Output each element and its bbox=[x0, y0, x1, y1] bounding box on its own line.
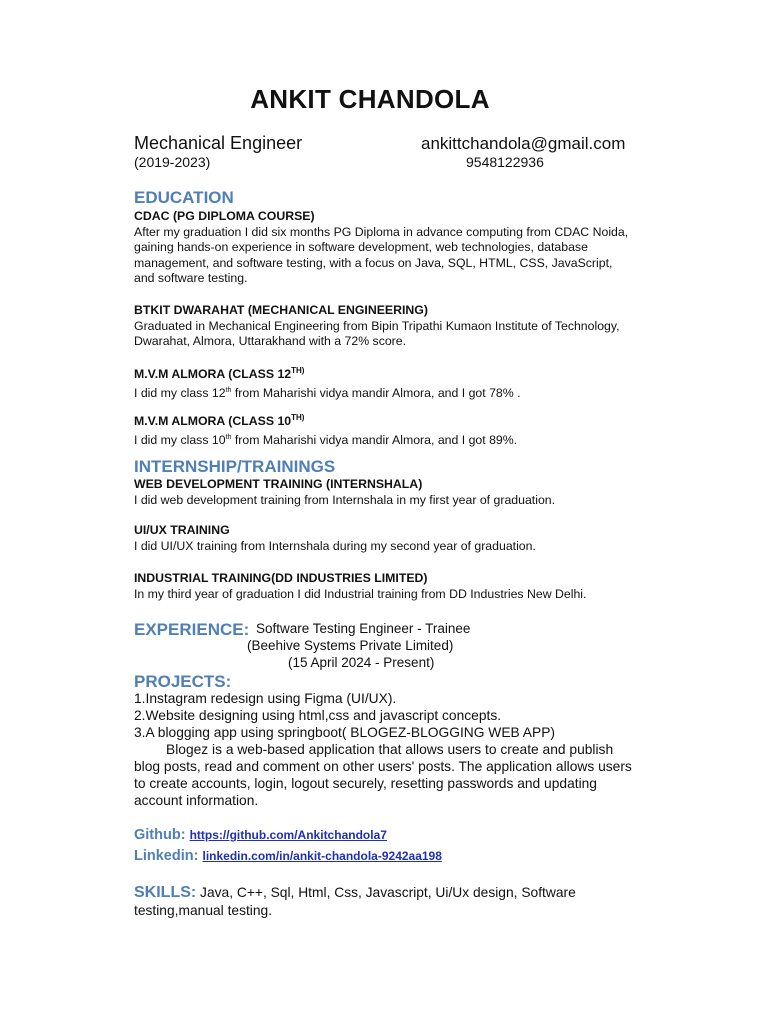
skills-section bbox=[134, 884, 604, 920]
internships-heading: INTERNSHIP/TRAININGS bbox=[134, 457, 336, 476]
project-item: 1.Instagram redesign using Figma (UI/UX). bbox=[134, 691, 397, 706]
education-entry-class12 bbox=[134, 363, 634, 401]
education-title: M.V.M ALMORA (CLASS $10^{TH)}$ bbox=[134, 413, 305, 429]
phone-number: 9548122936 bbox=[466, 154, 544, 170]
projects-heading: PROJECTS: bbox=[134, 672, 232, 691]
experience-heading: EXPERIENCE: bbox=[134, 620, 250, 639]
email-address: ankittchandola@gmail.com bbox=[421, 134, 626, 153]
experience-company: (Beehive Systems Private Limited) bbox=[247, 638, 454, 653]
internship-entry-industrial bbox=[134, 571, 634, 602]
project-description: Blogez is a web-based application that allows users to create and publish blog posts, read and comment on other users' posts. The application allows users to create accounts, login, logout securely, resetting passwords and updating account information. bbox=[134, 742, 632, 808]
linkedin-label: Linkedin: bbox=[134, 848, 199, 864]
education-entry-btkit bbox=[134, 303, 634, 350]
experience-position: Software Testing Engineer - Trainee bbox=[256, 621, 471, 636]
skills-label: SKILLS: bbox=[134, 884, 197, 901]
github-row bbox=[134, 827, 387, 843]
internship-desc: I did UI/UX training from Internshala during my second year of graduation. bbox=[134, 538, 536, 553]
education-desc: Graduated in Mechanical Engineering from Bipin Tripathi Kumaon Institute of Technology, Dwarahat, Almora, Uttarakhand with a 72% score. bbox=[134, 318, 620, 348]
internship-entry-webdev bbox=[134, 477, 634, 508]
internship-desc: In my third year of graduation I did Industrial training from DD Industries New Delhi. bbox=[134, 586, 587, 601]
education-desc: I did my class 10th from Maharishi vidya mandir Almora, and I got 89%. bbox=[134, 432, 518, 447]
project-item: 2.Website designing using html,css and javascript concepts. bbox=[134, 708, 502, 723]
internship-entry-uiux bbox=[134, 523, 634, 554]
candidate-name: ANKIT CHANDOLA bbox=[250, 84, 490, 114]
experience-dates: (15 April 2024 - Present) bbox=[288, 655, 435, 670]
linkedin-link[interactable]: linkedin.com/in/ankit-chandola-9242aa198 bbox=[202, 849, 442, 863]
education-entry-cdac bbox=[134, 209, 634, 287]
internship-title: UI/UX TRAINING bbox=[134, 523, 230, 537]
education-desc: I did my class 12th from Maharishi vidya mandir Almora, and I got 78% . bbox=[134, 385, 521, 400]
education-title: CDAC (PG DIPLOMA COURSE) bbox=[134, 209, 315, 223]
role-years: (2019-2023) bbox=[134, 154, 211, 170]
internship-title: WEB DEVELOPMENT TRAINING (INTERNSHALA) bbox=[134, 477, 423, 491]
job-role: Mechanical Engineer bbox=[134, 133, 303, 153]
internship-title: INDUSTRIAL TRAINING(DD INDUSTRIES LIMITED) bbox=[134, 571, 428, 585]
education-title: BTKIT DWARAHAT (MECHANICAL ENGINEERING) bbox=[134, 303, 428, 317]
linkedin-row bbox=[134, 848, 442, 864]
projects-list bbox=[134, 690, 634, 809]
education-entry-class10 bbox=[134, 410, 634, 448]
education-title: M.V.M ALMORA (CLASS $12^{TH)}$ bbox=[134, 366, 305, 382]
github-link[interactable]: https://github.com/Ankitchandola7 bbox=[189, 828, 387, 842]
internship-desc: I did web development training from Internshala in my first year of graduation. bbox=[134, 492, 556, 507]
github-label: Github: bbox=[134, 827, 186, 843]
education-heading: EDUCATION bbox=[134, 188, 234, 207]
education-desc: After my graduation I did six months PG Diploma in advance computing from CDAC Noida, gaining hands-on experience in software development, web technologies, database management, and software testing, with a focus on Java, SQL, HTML, CSS, JavaScript, and software testing. bbox=[134, 224, 629, 285]
project-item: 3.A blogging app using springboot( BLOGEZ-BLOGGING WEB APP) bbox=[134, 725, 556, 740]
skills-text: Java, C++, Sql, Html, Css, Javascript, Ui/Ux design, Software testing,manual testing. bbox=[134, 885, 576, 918]
